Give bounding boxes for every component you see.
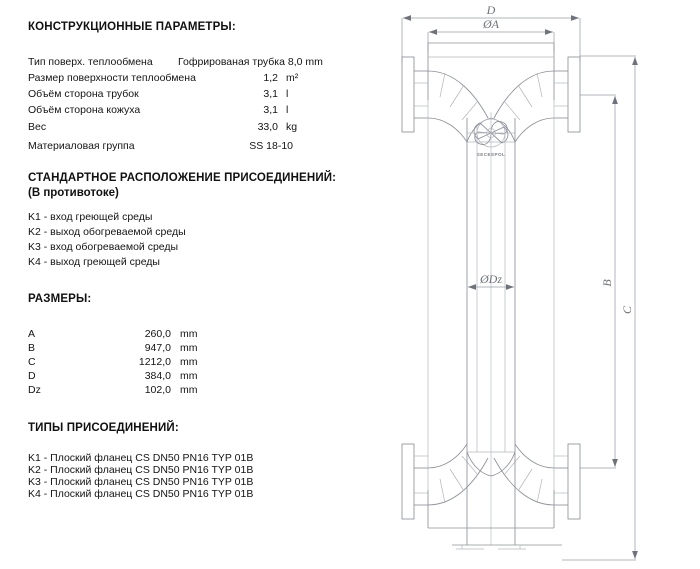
row-label: A [28, 328, 36, 340]
list-item: K1 - вход греющей среды [28, 211, 153, 223]
elbow-top-right [494, 71, 554, 142]
dimension-d [403, 3, 579, 18]
dimension-b-label: B [600, 279, 614, 287]
row-value: Гофрированая трубка 8,0 mm [178, 56, 323, 68]
construction-parameters-title: КОНСТРУКЦИОННЫЕ ПАРАМЕТРЫ: [28, 21, 236, 33]
list-item: K4 - выход греющей среды [28, 256, 160, 268]
row-unit: l [286, 88, 289, 100]
dimension-d-label: D [486, 3, 496, 17]
row-unit: mm [180, 342, 198, 354]
row-label: D [28, 370, 36, 382]
list-item: K4 - Плоский фланец CS DN50 PN16 TYP 01B [28, 488, 254, 500]
row-value: 3,1 [263, 104, 278, 116]
row-value: 102,0 [144, 384, 171, 396]
logo-text: SECESPOL [476, 152, 506, 157]
row-value: 947,0 [144, 342, 171, 354]
list-item: K2 - выход обогреваемой среды [28, 226, 186, 238]
row-unit: l [286, 104, 289, 116]
row-label: Вес [28, 121, 47, 133]
dimension-phi-a-label: ØA [483, 17, 499, 31]
list-item: K3 - Плоский фланец CS DN50 PN16 TYP 01B [28, 476, 254, 488]
flange-top-right [554, 57, 580, 132]
row-value: 260,0 [144, 328, 171, 340]
row-label: C [28, 356, 36, 368]
connection-types-title: ТИПЫ ПРИСОЕДИНЕНИЙ: [28, 422, 179, 434]
row-value: 1,2 [263, 72, 278, 84]
row-unit: mm [180, 328, 198, 340]
vertical-shell [467, 118, 515, 545]
technical-drawing [392, 0, 700, 569]
dimension-c-label: C [620, 305, 634, 315]
row-unit: mm [180, 356, 198, 368]
row-value: 1212,0 [138, 356, 171, 368]
elbow-bottom-right [494, 444, 554, 505]
secespol-logo [467, 112, 515, 157]
list-item: K2 - Плоский фланец CS DN50 PN16 TYP 01B [28, 464, 254, 476]
row-value: 33,0 [257, 121, 278, 133]
row-label: Dz [28, 384, 41, 396]
dimension-phi-a [429, 17, 553, 32]
flange-bottom-right [554, 444, 580, 519]
row-unit: mm [180, 384, 198, 396]
connections-layout-subtitle: (В противотоке) [28, 187, 119, 199]
flange-top-left [402, 57, 428, 132]
list-item: K3 - вход обогреваемой среды [28, 241, 179, 253]
flange-bottom-left [402, 444, 428, 519]
dimension-phi-dz [468, 272, 514, 287]
row-unit: kg [286, 121, 298, 133]
dimension-b [580, 95, 616, 468]
row-label: Тип поверх. теплообмена [28, 56, 153, 68]
row-value: 384,0 [144, 370, 171, 382]
elbow-bottom-left [428, 444, 488, 505]
elbow-top-left [428, 71, 488, 142]
dimension-phi-dz-label: ØDz [479, 272, 503, 286]
row-label: Материаловая группа [28, 140, 135, 152]
row-value: 3,1 [263, 88, 278, 100]
row-label: B [28, 342, 36, 354]
row-unit: m² [286, 72, 299, 84]
row-label: Размер поверхности теплообмена [28, 72, 196, 84]
list-item: K1 - Плоский фланец CS DN50 PN16 TYP 01B [28, 452, 254, 464]
row-label: Объём сторона кожуха [28, 104, 141, 116]
row-unit: mm [180, 370, 198, 382]
row-value: SS 18-10 [249, 140, 293, 152]
row-label: Объём сторона трубок [28, 88, 139, 100]
connections-layout-title: СТАНДАРТНОЕ РАСПОЛОЖЕНИЕ ПРИСОЕДИНЕНИЙ: [28, 172, 337, 184]
dimensions-title: РАЗМЕРЫ: [28, 293, 92, 305]
